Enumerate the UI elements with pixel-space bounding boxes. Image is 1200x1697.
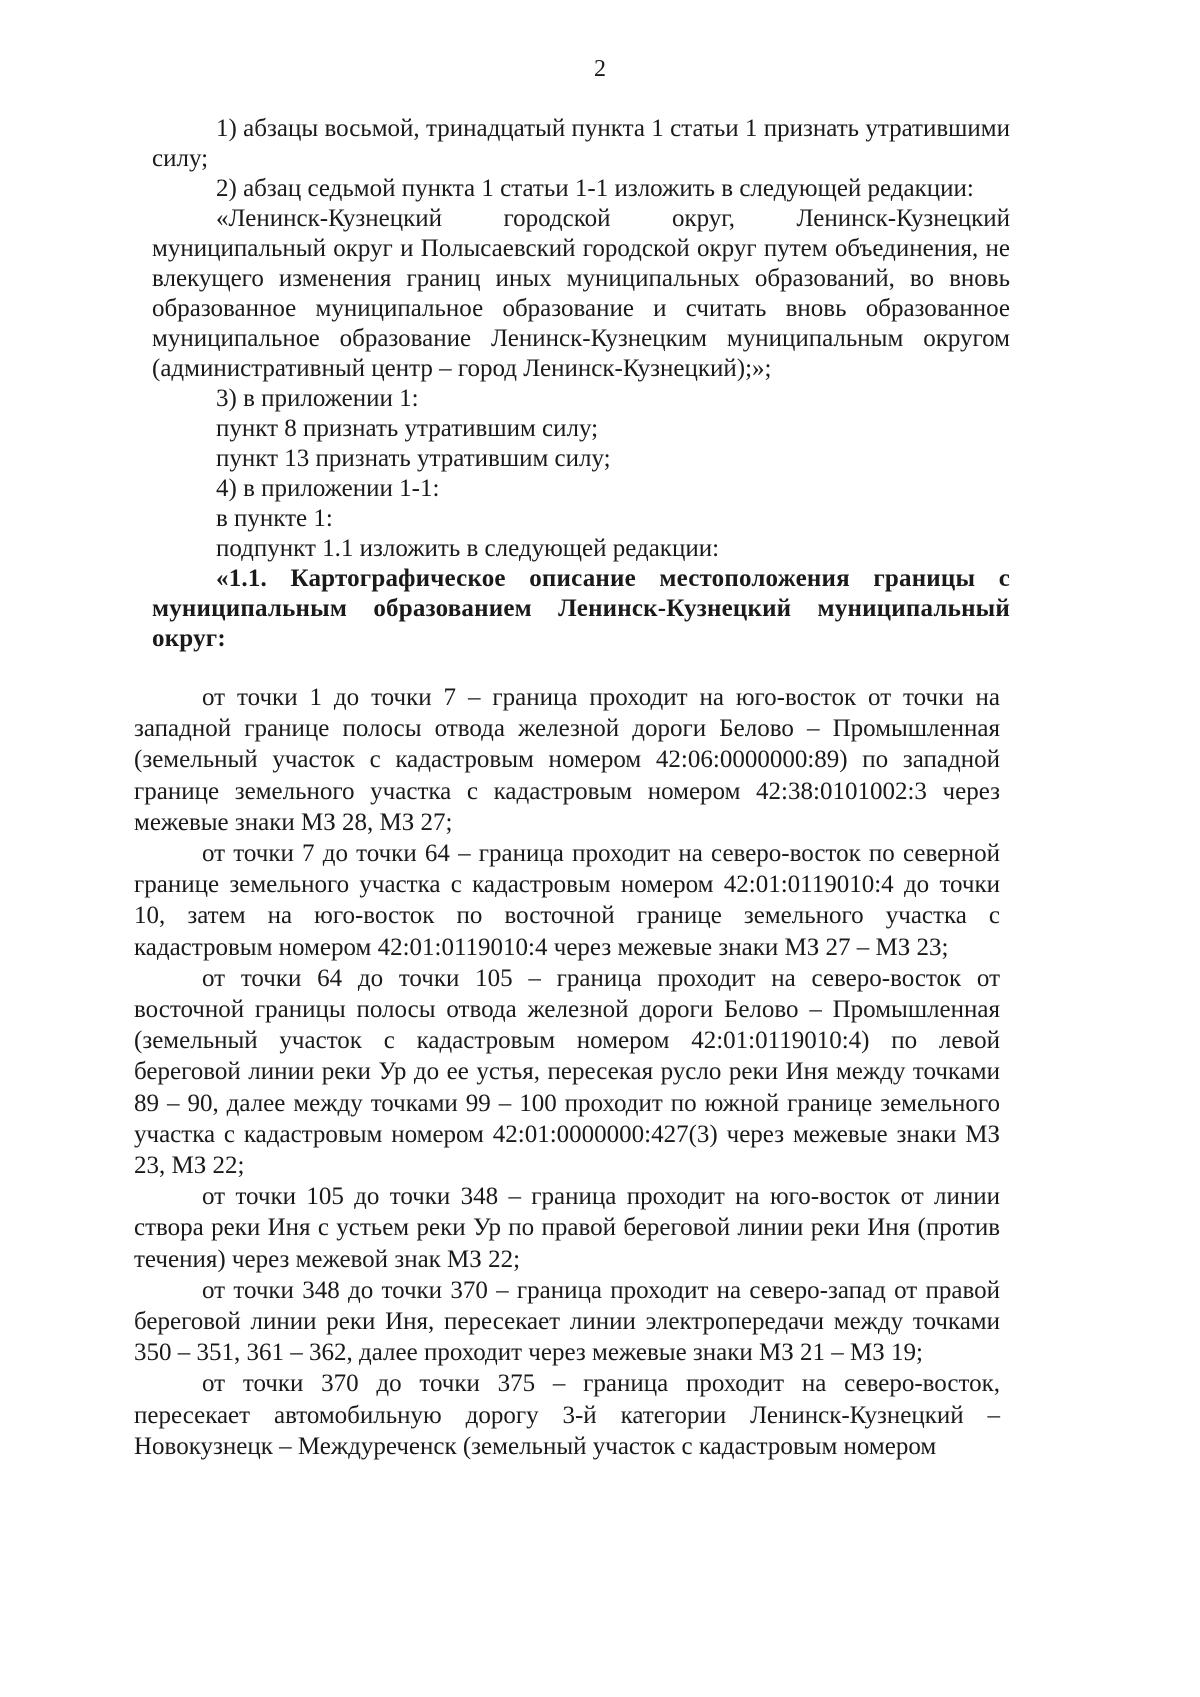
paragraph-item-3: 3) в приложении 1: xyxy=(216,385,419,412)
paragraph-item-1: 1) абзацы восьмой, тринадцатый пункта 1 статьи 1 признать утратившими силу; xyxy=(152,115,1010,172)
paragraph-item-4: 4) в приложении 1-1: xyxy=(216,475,440,502)
paragraph-item-2: 2) абзац седьмой пункта 1 статьи 1-1 изложить в следующей редакции: xyxy=(216,175,974,202)
section-heading-1-1: «1.1. Картографическое описание местоположения границы с муниципальным образованием Ленинск-Кузнецкий муниципальный округ: xyxy=(152,565,1010,652)
boundary-paragraph: от точки 105 до точки 348 – граница проходит на юго-восток от линии створа реки Иня с устьем реки Ур по правой береговой линии реки Иня (против течения) через межевой знак МЗ 22; xyxy=(134,1183,1000,1273)
amendment-list xyxy=(152,114,1010,654)
page-number: 2 xyxy=(594,56,606,82)
boundary-paragraph: от точки 348 до точки 370 – граница проходит на северо-запад от правой береговой линии реки Иня, пересекает линии электропередачи между точками 350 – 351, 361 – 362, далее проходит через межевые знаки МЗ 21 – МЗ 19; xyxy=(134,1276,1000,1367)
paragraph-point-13: пункт 13 признать утратившим силу; xyxy=(216,445,611,472)
boundary-paragraph: от точки 370 до точки 375 – граница проходит на северо-восток, пересекает автомобильную дорогу 3-й категории Ленинск-Кузнецкий – Новокузнецк – Междуреченск (земельный участок с кадастровым номером xyxy=(134,1370,1000,1460)
paragraph-in-point-1: в пункте 1: xyxy=(216,505,333,532)
paragraph-subpoint-1-1: подпункт 1.1 изложить в следующей редакции: xyxy=(216,535,720,562)
boundary-paragraph: от точки 64 до точки 105 – граница проходит на северо-восток от восточной границы полосы отвода железной дороги Белово – Промышленная (земельный участок с кадастровым номером 42:01:0119010:4) по левой береговой линии реки Ур до ее устья, пересекая русло реки Иня между точками 89 – 90, далее между точками 99 – 100 проходит по южной границе земельного участка с кадастровым номером 42:01:0000000:427(3) через межевые знаки МЗ 23, МЗ 22; xyxy=(134,964,1000,1180)
quoted-paragraph: «Ленинск-Кузнецкий городской округ, Ленинск-Кузнецкий муниципальный округ и Полысаевский городской округ путем объединения, не влекущего изменения границ иных муниципальных образований, во вновь образованное муниципальное образование и считать вновь образованное муниципальное образование Ленинск-Кузнецким муниципальным округом (административный центр – город Ленинск-Кузнецкий);»; xyxy=(152,205,1010,382)
boundary-paragraph: от точки 1 до точки 7 – граница проходит на юго-восток от точки на западной границе полосы отвода железной дороги Белово – Промышленная (земельный участок с кадастровым номером 42:06:0000000:89) по западной границе земельного участка с кадастровым номером 42:38:0101002:3 через межевые знаки МЗ 28, МЗ 27; xyxy=(134,684,1000,836)
boundary-description xyxy=(134,682,1000,1462)
boundary-paragraph: от точки 7 до точки 64 – граница проходит на северо-восток по северной границе земельного участка с кадастровым номером 42:01:0119010:4 до точки 10, затем на юго-восток по восточной границе земельного участка с кадастровым номером 42:01:0119010:4 через межевые знаки МЗ 27 – МЗ 23; xyxy=(134,840,1000,961)
paragraph-point-8: пункт 8 признать утратившим силу; xyxy=(216,415,599,442)
